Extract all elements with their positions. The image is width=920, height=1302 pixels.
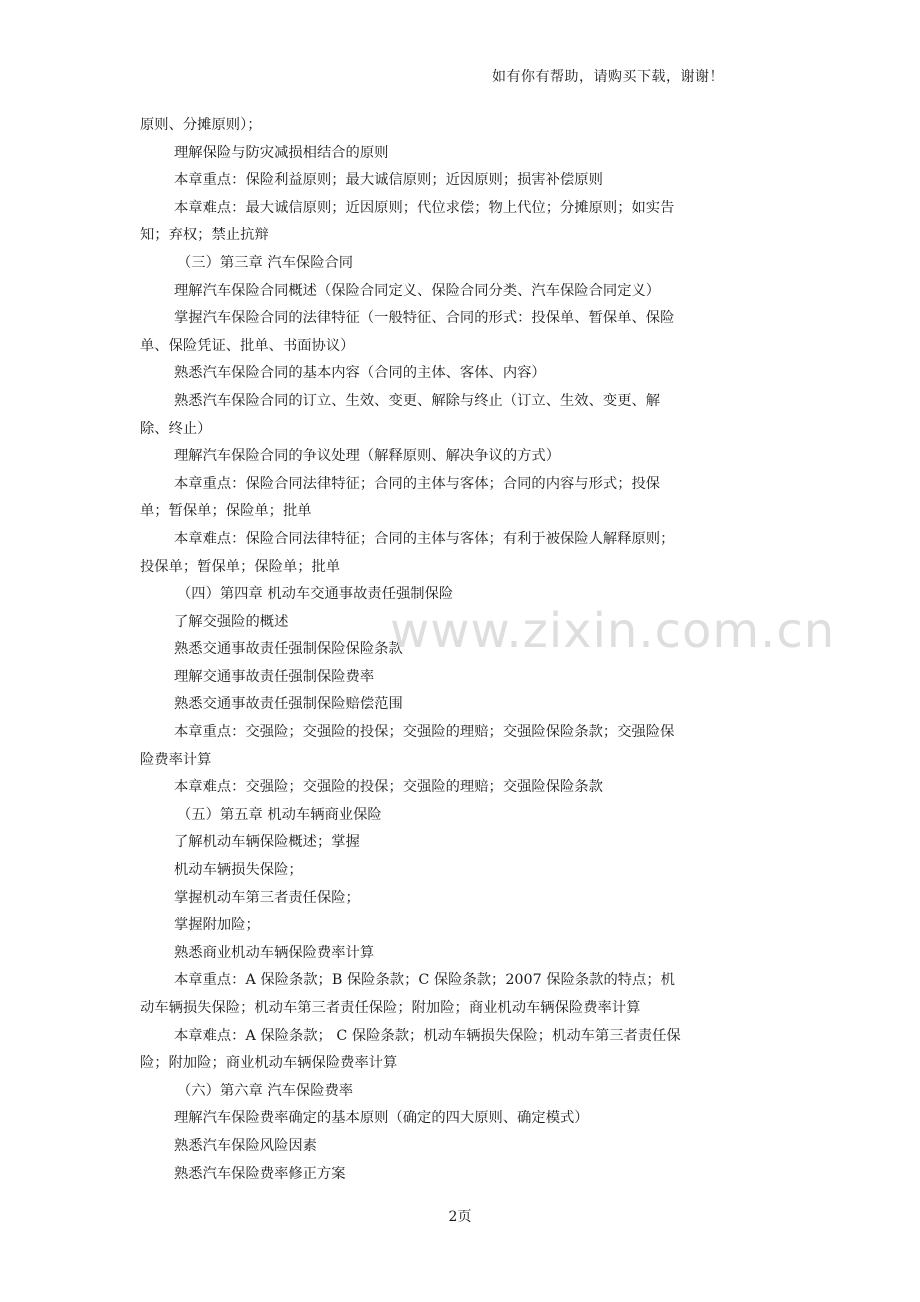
paragraph: 了解机动车辆保险概述；掌握 [174, 834, 360, 851]
paragraph: 理解汽车保险合同的争议处理（解释原则、解决争议的方式） [174, 448, 561, 465]
paragraph: 本章难点：交强险；交强险的投保；交强险的理赔；交强险保险条款 [174, 779, 603, 796]
document-body [140, 112, 685, 1188]
paragraph: 机动车辆损失保险； [174, 862, 303, 879]
section-heading: （五）第五章 机动车辆商业保险 [177, 806, 382, 823]
paragraph: 理解保险与防灾减损相结合的原则 [174, 144, 389, 161]
paragraph: 熟悉交通事故责任强制保险赔偿范围 [174, 696, 403, 713]
paragraph: 熟悉汽车保险风险因素 [174, 1137, 317, 1154]
paragraph: 本章重点：A 保险条款；B 保险条款；C 保险条款；2007 保险条款的特点；机动车辆损失保险；机动车第三者责任保险；附加险；商业机动车辆保险费率计算 [140, 972, 675, 1016]
paragraph: 本章难点：保险合同法律特征；合同的主体与客体；有利于被保险人解释原则；投保单；暂保单；保险单；批单 [140, 530, 675, 575]
paragraph: 熟悉汽车保险合同的订立、生效、变更、解除与终止（订立、生效、变更、解除、终止） [140, 392, 661, 437]
paragraph: 掌握机动车第三者责任保险； [174, 889, 360, 906]
paragraph: 理解汽车保险合同概述（保险合同定义、保险合同分类、汽车保险合同定义） [174, 282, 661, 299]
paragraph: 本章难点：最大诚信原则；近因原则；代位求偿；物上代位；分摊原则；如实告知；弃权；禁止抗辩 [140, 199, 675, 244]
paragraph: 熟悉汽车保险合同的基本内容（合同的主体、客体、内容） [174, 365, 546, 382]
paragraph: 掌握附加险； [174, 917, 260, 934]
paragraph: 熟悉商业机动车辆保险费率计算 [174, 944, 375, 961]
paragraph: 本章重点：交强险；交强险的投保；交强险的理赔；交强险保险条款；交强险保险费率计算 [140, 724, 675, 768]
paragraph: 本章重点：保险利益原则；最大诚信原则；近因原则；损害补偿原则 [174, 172, 603, 189]
paragraph: 掌握汽车保险合同的法律特征（一般特征、合同的形式：投保单、暂保单、保险单、保险凭证、批单、书面协议） [140, 310, 675, 354]
paragraph: 理解交通事故责任强制保险费率 [174, 668, 375, 685]
paragraph: 原则、分摊原则）； [140, 117, 262, 133]
paragraph: 熟悉交通事故责任强制保险保险条款 [174, 641, 403, 658]
section-heading: （三）第三章 汽车保险合同 [177, 254, 354, 271]
watermark: www.zixin.com.cn [390, 603, 836, 659]
header-note: 如有你有帮助，请购买下载，谢谢！ [492, 69, 724, 85]
paragraph: 理解汽车保险费率确定的基本原则（确定的四大原则、确定模式） [174, 1110, 589, 1127]
page-number: 2页 [448, 1209, 472, 1225]
section-heading: （六）第六章 汽车保险费率 [177, 1082, 354, 1099]
paragraph: 熟悉汽车保险费率修正方案 [174, 1165, 346, 1182]
paragraph: 本章重点：保险合同法律特征；合同的主体与客体；合同的内容与形式；投保单；暂保单；保险单；批单 [140, 475, 661, 520]
paragraph: 本章难点：A 保险条款； C 保险条款；机动车辆损失保险；机动车第三者责任保险；附加险；商业机动车辆保险费率计算 [140, 1027, 681, 1072]
paragraph: 了解交强险的概述 [174, 613, 289, 630]
section-heading: （四）第四章 机动车交通事故责任强制保险 [177, 586, 454, 603]
